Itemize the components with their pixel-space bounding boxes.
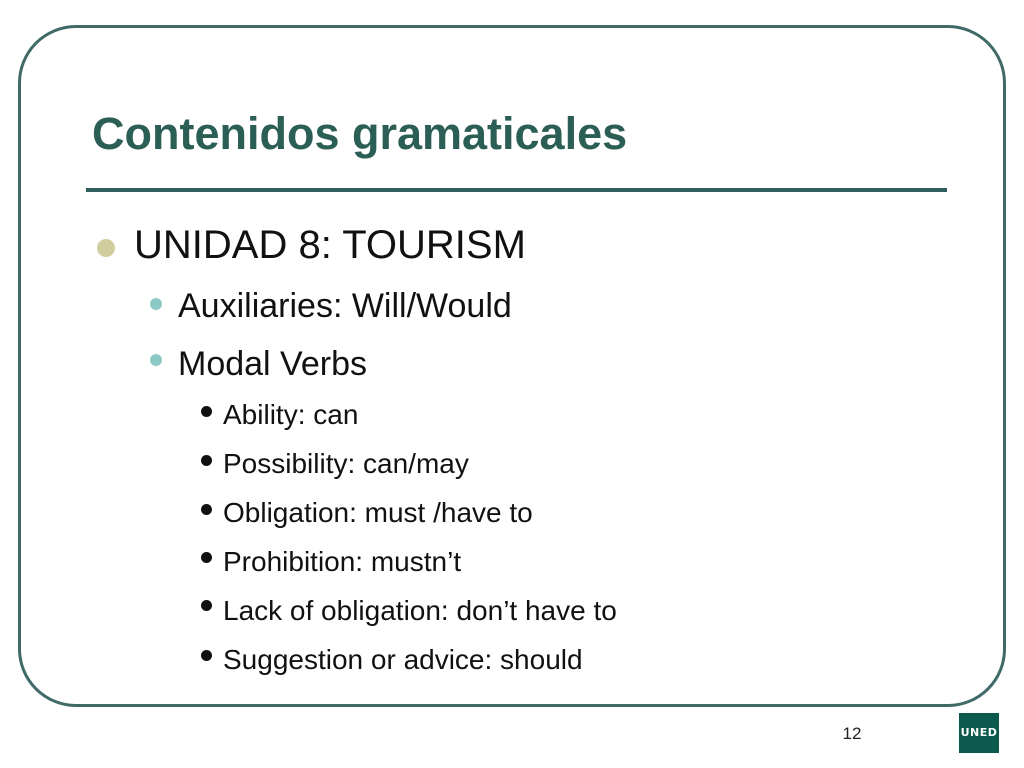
bullet-dot-icon (97, 239, 115, 257)
bullet-dot-icon (201, 455, 212, 466)
list-item-suggestion: Suggestion or advice: should (223, 644, 583, 675)
list-item-auxiliaries: Auxiliaries: Will/Would (178, 287, 512, 325)
list-item-prohibition: Prohibition: mustn’t (223, 546, 462, 577)
uned-logo: UNED (959, 713, 999, 753)
bullet-dot-icon (201, 650, 212, 661)
bullet-dot-icon (150, 298, 162, 310)
list-item-possibility: Possibility: can/may (223, 448, 469, 479)
bullet-dot-icon (201, 504, 212, 515)
list-item-modal-verbs: Modal Verbs (178, 345, 367, 383)
bullet-dot-icon (201, 600, 212, 611)
bullet-dot-icon (201, 552, 212, 563)
slide-title: Contenidos gramaticales (92, 108, 628, 159)
unit-heading: UNIDAD 8: TOURISM (134, 223, 526, 267)
page-number: 12 (842, 724, 862, 743)
bullet-dot-icon (150, 354, 162, 366)
list-item-lack-of-obligation: Lack of obligation: don’t have to (223, 595, 617, 626)
list-item-obligation: Obligation: must /have to (223, 497, 533, 528)
list-item-ability: Ability: can (223, 399, 359, 430)
title-divider (86, 188, 947, 192)
bullet-dot-icon (201, 406, 212, 417)
